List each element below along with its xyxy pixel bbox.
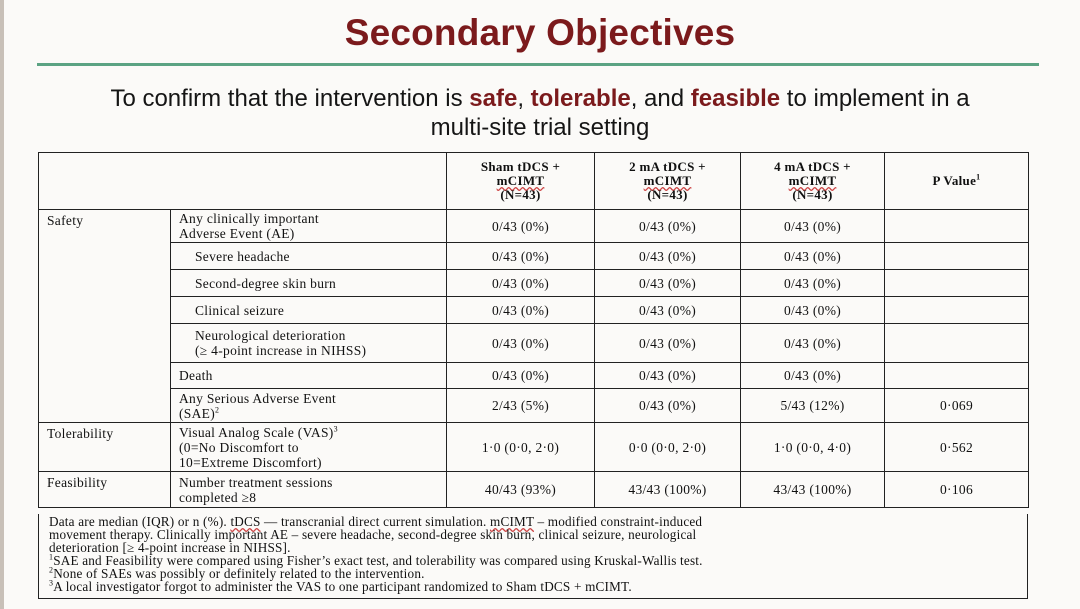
- note-text: Data are median (IQR) or n (%).: [49, 514, 231, 529]
- cell-4ma: 0/43 (0%): [741, 210, 885, 243]
- header-4ma-l1: 4 mA tDCS +: [774, 159, 851, 174]
- cell-p: [885, 297, 1029, 324]
- table-row: [39, 297, 1029, 324]
- table-row: [39, 270, 1029, 297]
- header-blank: [39, 153, 447, 210]
- cell-2ma: 0/43 (0%): [595, 243, 741, 270]
- subtitle-suffix: to implement in a: [780, 85, 970, 112]
- table-row: [39, 423, 1029, 472]
- row-label: [171, 324, 447, 363]
- slide-title: Secondary Objectives: [344, 12, 736, 53]
- subtitle-sep2: , and: [630, 85, 691, 112]
- footnote-3: [49, 580, 1017, 593]
- cell-2ma: 0/43 (0%): [595, 210, 741, 243]
- row-label: [171, 210, 447, 243]
- cell-sham: 0/43 (0%): [447, 243, 595, 270]
- cell-4ma: 0/43 (0%): [741, 243, 885, 270]
- cell-p: 0·106: [885, 472, 1029, 508]
- row-label-line: Visual Analog Scale (VAS): [179, 424, 334, 440]
- cell-sham: 0/43 (0%): [447, 363, 595, 389]
- footnote-marker: 2: [215, 405, 220, 414]
- table-footnotes: [38, 514, 1028, 599]
- footnote-marker: 3: [333, 424, 338, 433]
- cell-2ma: 0/43 (0%): [595, 389, 741, 423]
- row-label-line: (SAE): [179, 405, 215, 421]
- row-label-line: (0=No Discomfort to: [179, 439, 299, 455]
- header-4ma: [741, 153, 885, 210]
- cell-sham: 1·0 (0·0, 2·0): [447, 423, 595, 472]
- header-p-label: P Value: [932, 173, 977, 188]
- cell-2ma: 0·0 (0·0, 2·0): [595, 423, 741, 472]
- row-label: Death: [171, 363, 447, 389]
- category-feasibility: Feasibility: [39, 472, 171, 508]
- subtitle-prefix: To confirm that the intervention is: [110, 85, 470, 112]
- table-row: [39, 389, 1029, 423]
- row-label: [171, 472, 447, 508]
- table-row: [39, 472, 1029, 508]
- cell-4ma: 0/43 (0%): [741, 324, 885, 363]
- header-sham-l1: Sham tDCS +: [480, 159, 561, 174]
- cell-4ma: 0/43 (0%): [741, 363, 885, 389]
- cell-4ma: 1·0 (0·0, 4·0): [741, 423, 885, 472]
- category-safety: Safety: [39, 210, 171, 423]
- row-label-line: Any clinically important: [179, 211, 319, 226]
- note-text: – modified constraint-induced: [533, 514, 703, 529]
- note-term-tdcs: tDCS: [230, 514, 261, 529]
- cell-sham: 40/43 (93%): [447, 472, 595, 508]
- cell-sham: 0/43 (0%): [447, 297, 595, 324]
- subtitle-sep1: ,: [517, 85, 531, 112]
- cell-p: [885, 324, 1029, 363]
- row-label: Severe headache: [171, 243, 447, 270]
- row-label: Clinical seizure: [171, 297, 447, 324]
- note-text: — transcranial direct current simulation.: [260, 514, 490, 529]
- highlight-tolerable: tolerable: [530, 85, 631, 112]
- cell-2ma: 43/43 (100%): [595, 472, 741, 508]
- row-label-line: Adverse Event (AE): [179, 226, 295, 241]
- cell-sham: 0/43 (0%): [447, 210, 595, 243]
- row-label-line: Number treatment sessions: [179, 474, 333, 490]
- note-term-mcimt: mCIMT: [489, 514, 534, 529]
- highlight-feasible: feasible: [690, 85, 781, 112]
- cell-2ma: 0/43 (0%): [595, 297, 741, 324]
- header-p-value: [885, 153, 1029, 210]
- cell-4ma: 0/43 (0%): [741, 297, 885, 324]
- cell-4ma: 5/43 (12%): [741, 389, 885, 423]
- row-label-line: Neurological deterioration: [195, 328, 346, 343]
- header-2ma-l2: mCIMT: [643, 173, 692, 188]
- table-row: [39, 363, 1029, 389]
- row-label: [171, 423, 447, 472]
- row-label-line: completed ≥8: [179, 489, 257, 505]
- header-2ma-l3: (N=43): [647, 187, 688, 202]
- cell-p: 0·069: [885, 389, 1029, 423]
- slide-subtitle: [0, 84, 1080, 142]
- cell-sham: 0/43 (0%): [447, 270, 595, 297]
- highlight-safe: safe: [469, 85, 518, 112]
- category-tolerability: Tolerability: [39, 423, 171, 472]
- table-row: [39, 210, 1029, 243]
- table-header-row: [39, 153, 1029, 210]
- cell-4ma: 0/43 (0%): [741, 270, 885, 297]
- cell-sham: 2/43 (5%): [447, 389, 595, 423]
- note-text: SAE and Feasibility were compared using Fisher’s exact test, and tolerability was compared using Kruskal-Wallis test.: [53, 553, 703, 568]
- cell-p: [885, 363, 1029, 389]
- cell-sham: 0/43 (0%): [447, 324, 595, 363]
- header-p-sup: 1: [976, 172, 981, 182]
- note-text: A local investigator forgot to administer the VAS to one participant randomized to Sham tDCS + mCIMT.: [53, 579, 632, 594]
- title-divider: [37, 63, 1039, 66]
- header-sham-l3: (N=43): [500, 187, 541, 202]
- footnote-line: movement therapy. Clinically important AE – severe headache, second-degree skin burn, clinical seizure, neurological: [49, 527, 697, 542]
- note-text: None of SAEs was possibly or definitely related to the intervention.: [53, 566, 425, 581]
- table-row: [39, 324, 1029, 363]
- cell-2ma: 0/43 (0%): [595, 270, 741, 297]
- footnote-marker: 1: [49, 552, 54, 562]
- cell-p: [885, 243, 1029, 270]
- row-label: Second-degree skin burn: [171, 270, 447, 297]
- footnote-line: deterioration [≥ 4-point increase in NIHSS].: [49, 540, 291, 555]
- cell-4ma: 43/43 (100%): [741, 472, 885, 508]
- cell-p: 0·562: [885, 423, 1029, 472]
- footnote-marker: 2: [49, 565, 54, 575]
- cell-2ma: 0/43 (0%): [595, 363, 741, 389]
- footnote-marker: 3: [49, 578, 54, 588]
- cell-p: [885, 210, 1029, 243]
- row-label: [171, 389, 447, 423]
- cell-2ma: 0/43 (0%): [595, 324, 741, 363]
- cell-p: [885, 270, 1029, 297]
- header-2ma-l1: 2 mA tDCS +: [629, 159, 706, 174]
- header-4ma-l3: (N=43): [792, 187, 833, 202]
- header-sham-l2: mCIMT: [496, 173, 545, 188]
- row-label-line: 10=Extreme Discomfort): [179, 454, 322, 470]
- header-sham: [447, 153, 595, 210]
- subtitle-line2: multi-site trial setting: [430, 114, 650, 141]
- header-4ma-l2: mCIMT: [788, 173, 837, 188]
- row-label-line: (≥ 4-point increase in NIHSS): [195, 343, 367, 358]
- row-label-line: Any Serious Adverse Event: [179, 390, 337, 406]
- table-row: [39, 243, 1029, 270]
- results-table: [38, 152, 1029, 508]
- header-2ma: [595, 153, 741, 210]
